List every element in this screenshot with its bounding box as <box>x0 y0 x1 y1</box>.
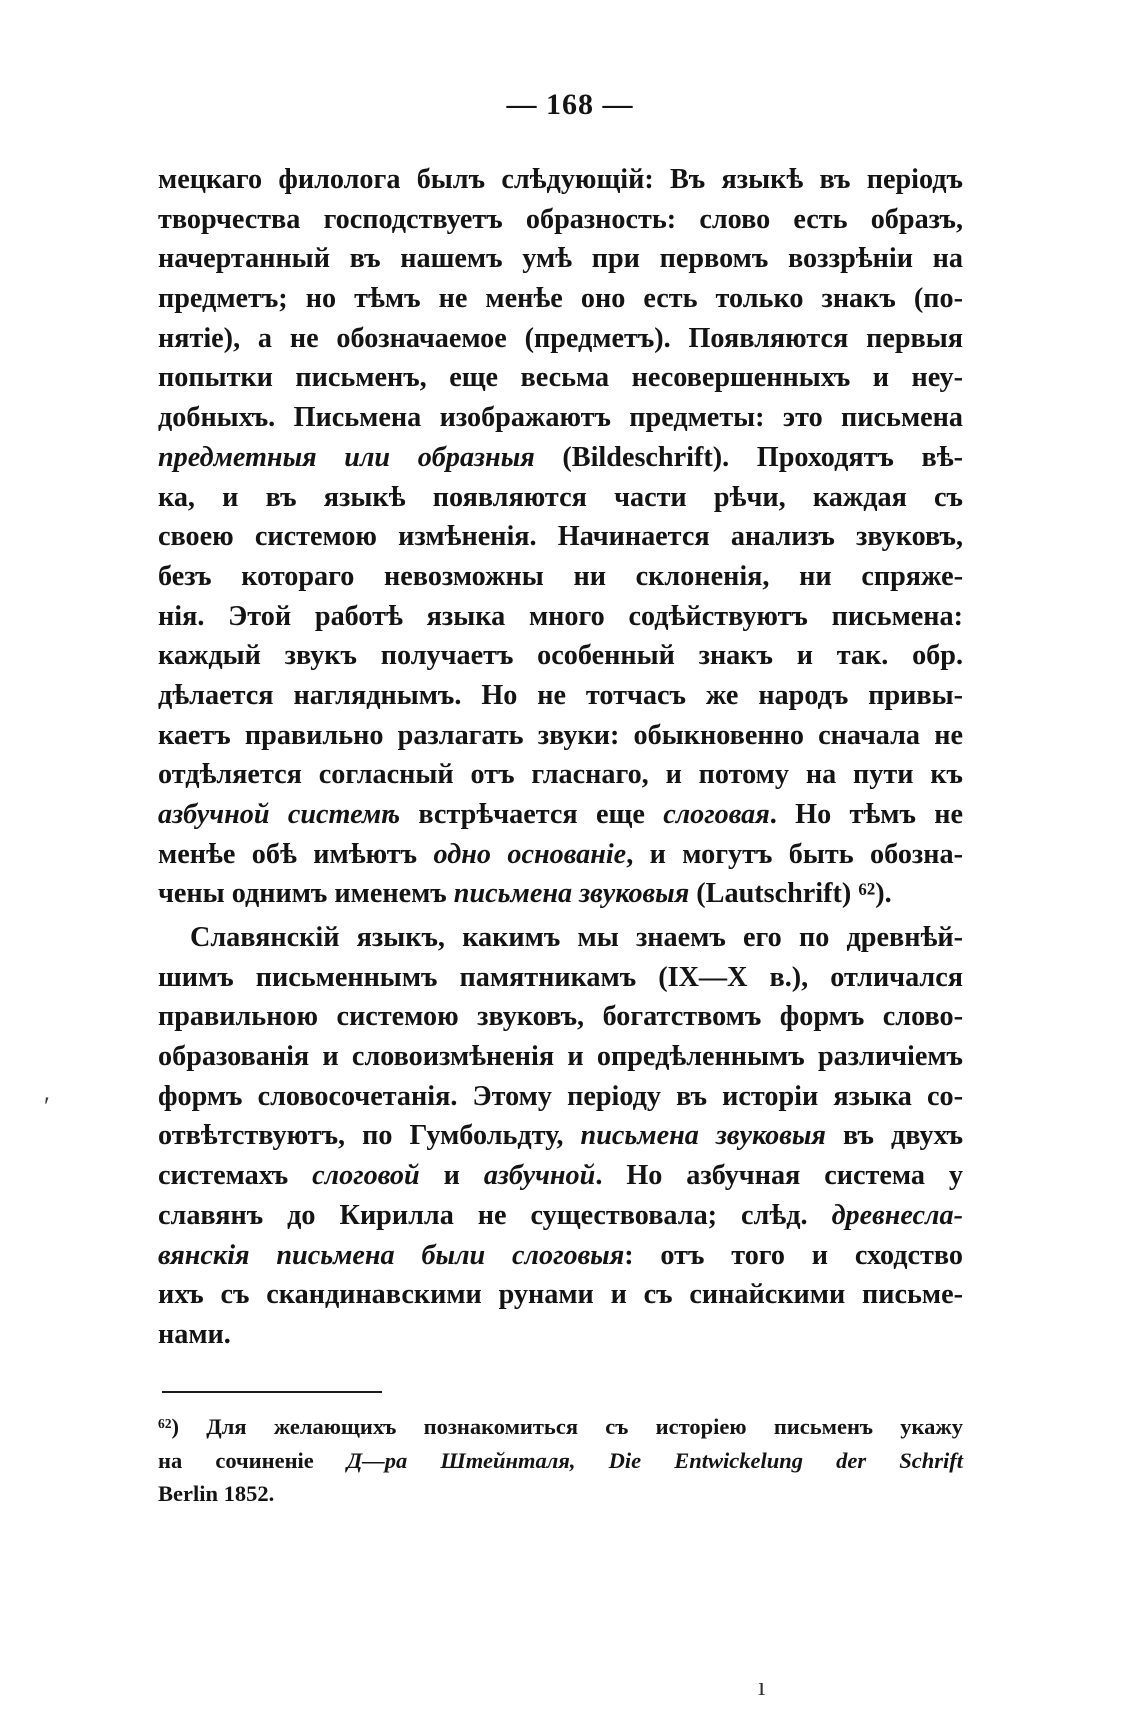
text-line <box>158 239 963 279</box>
text-segment: славянъ до Кирилла не существовала; слѣд. <box>158 1199 832 1231</box>
text-line <box>158 795 963 835</box>
text-line <box>158 835 963 875</box>
paragraph-1 <box>158 160 963 914</box>
text-line <box>158 358 963 398</box>
text-line <box>158 200 963 240</box>
text-segment: правильною системою звуковъ, богатствомъ формъ слово- <box>158 1001 963 1033</box>
italic-text: одно основаніе <box>433 838 627 870</box>
text-segment: попытки письменъ, еще весьма несовершенныхъ и неу- <box>158 362 963 394</box>
italic-text: азбучной <box>483 1160 596 1192</box>
text-line <box>158 319 963 359</box>
paragraph-2 <box>158 918 963 1355</box>
text-segment: каетъ правильно разлагать звуки: обыкновенно сначала не <box>158 719 963 751</box>
text-segment: системахъ <box>158 1160 313 1192</box>
text-line <box>158 1116 963 1156</box>
footnote <box>158 1410 963 1511</box>
text-line <box>158 676 963 716</box>
text-line <box>158 1410 963 1444</box>
italic-text: вянскія письмена были слоговыя <box>158 1239 625 1271</box>
text-segment: встрѣчается еще <box>400 799 664 830</box>
text-segment: . Но тѣмъ не <box>769 799 964 830</box>
italic-text: слоговая <box>663 799 770 830</box>
text-segment: ⁶²) Для желающихъ познакомиться съ исторіею письменъ укажу <box>158 1414 963 1439</box>
text-line <box>158 557 963 597</box>
italic-text: письмена звуковыя <box>453 878 690 910</box>
italic-text: слоговой <box>312 1160 420 1192</box>
text-segment: нами. <box>158 1318 231 1350</box>
text-segment: . Но азбучная система у <box>595 1160 963 1192</box>
text-segment: нятіе), а не обозначаемое (предметъ). Появляются первыя <box>158 322 963 354</box>
text-segment: отвѣтствуютъ, по Гумбольдту, <box>158 1120 581 1152</box>
text-segment: Славянскій языкъ, какимъ мы знаемъ его по древнѣй- <box>190 922 963 953</box>
text-line <box>158 478 963 518</box>
page-number: — 168 — <box>506 88 634 121</box>
text-segment: своею системою измѣненія. Начинается анализъ звуковъ, <box>158 521 963 553</box>
text-segment: ка, и въ языкѣ появляются части рѣчи, каждая съ <box>158 481 963 513</box>
text-line <box>158 1156 963 1196</box>
text-line <box>158 1444 963 1478</box>
text-segment: образованія и словоизмѣненія и опредѣленнымъ различіемъ <box>158 1041 963 1073</box>
text-segment: и <box>419 1160 484 1192</box>
text-segment: начертанный въ нашемъ умѣ при первомъ воззрѣніи на <box>158 243 963 275</box>
text-line <box>158 517 963 557</box>
text-segment: (Bildeschrift). Проходятъ вѣ- <box>534 441 963 473</box>
text-line <box>158 1315 963 1355</box>
text-segment: : отъ того и сходство <box>624 1239 963 1271</box>
text-line <box>158 716 963 756</box>
text-line <box>158 918 963 958</box>
text-line <box>158 1037 963 1077</box>
italic-text: Д—ра Штейнталя, Die Entwickelung der Schrift <box>346 1447 963 1473</box>
text-segment: творчества господствуетъ образность: слово есть образъ, <box>158 203 963 235</box>
text-segment: менѣе обѣ имѣютъ <box>158 838 434 870</box>
text-line <box>158 597 963 637</box>
text-segment: , и могутъ быть обозна- <box>626 838 963 870</box>
italic-text: азбучной системѣ <box>158 799 401 830</box>
text-segment: дѣлается нагляднымъ. Но не тотчасъ же народъ привы- <box>158 679 963 711</box>
italic-text: письмена звуковыя <box>580 1120 826 1152</box>
text-line <box>158 1236 963 1276</box>
text-line <box>158 958 963 998</box>
text-line <box>158 636 963 676</box>
text-line <box>158 755 963 795</box>
text-line <box>158 1196 963 1236</box>
margin-mark: ı <box>758 1672 766 1701</box>
italic-text: предметныя или образныя <box>158 441 535 473</box>
text-line <box>158 160 963 200</box>
text-segment: мецкаго филолога былъ слѣдующій: Въ языкѣ въ періодъ <box>158 164 963 195</box>
text-segment: безъ котораго невозможны ни склоненія, ни спряже- <box>158 560 963 592</box>
margin-mark: ′ <box>44 1092 50 1121</box>
text-segment: на сочиненіе <box>158 1447 347 1473</box>
text-line <box>158 1275 963 1315</box>
text-segment: (Lautschrift) ⁶²). <box>689 878 892 910</box>
text-segment: формъ словосочетанія. Этому періоду въ исторіи языка со- <box>158 1080 963 1112</box>
text-segment: отдѣляется согласный отъ гласнаго, и потому на пути къ <box>158 759 963 791</box>
text-line <box>158 1077 963 1117</box>
text-segment: нія. Этой работѣ языка много содѣйствуютъ письмена: <box>158 600 963 632</box>
text-segment: чены однимъ именемъ <box>158 878 454 910</box>
text-line <box>158 279 963 319</box>
text-segment: добныхъ. Письмена изображаютъ предметы: это письмена <box>158 402 963 434</box>
text-segment: каждый звукъ получаетъ особенный знакъ и так. обр. <box>158 640 963 672</box>
footnote-divider <box>162 1391 382 1393</box>
text-line <box>158 874 963 914</box>
text-line <box>158 997 963 1037</box>
text-segment: ихъ съ скандинавскими рунами и съ синайскими письме- <box>158 1279 963 1311</box>
text-segment: Berlin 1852. <box>158 1481 275 1506</box>
text-segment: въ двухъ <box>825 1120 964 1152</box>
text-segment: предметъ; но тѣмъ не менѣе оно есть только знакъ (по- <box>158 283 963 315</box>
text-segment: шимъ письменнымъ памятникамъ (IX—X в.), отличался <box>158 961 963 993</box>
text-line <box>158 1477 963 1511</box>
italic-text: древнесла- <box>831 1199 963 1231</box>
text-line <box>158 398 963 438</box>
text-line <box>158 438 963 478</box>
